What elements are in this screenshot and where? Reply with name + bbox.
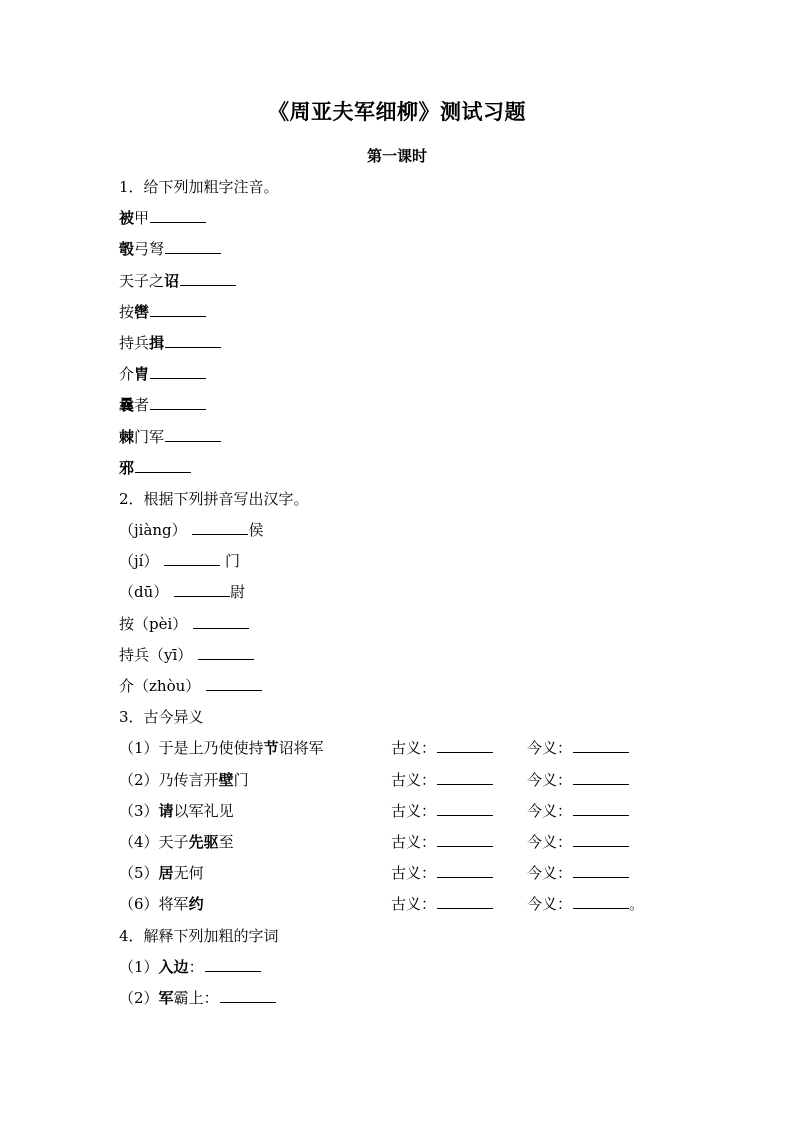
item-number: （2） [119,770,159,789]
bold-character: 彀 [119,240,135,259]
bold-character: 棘 [119,427,135,446]
item-number: （1） [119,957,159,976]
answer-blank[interactable] [198,658,254,660]
ancient-meaning [391,889,493,920]
modern-meaning [527,796,629,827]
ancient-meaning [391,827,493,858]
bold-word: 节 [263,739,279,758]
q4-heading: 4．解释下列加粗的字词 [119,926,279,945]
q2-item [119,671,719,702]
answer-blank[interactable] [150,408,206,410]
q1-item [119,422,719,453]
pinyin-text: 按（pèi） [119,614,188,633]
answer-blank[interactable] [165,440,221,442]
answer-blank[interactable] [165,252,221,254]
modern-meaning-label: 今义： [527,895,573,914]
answer-blank[interactable] [150,221,206,223]
bold-character: 辔 [134,302,150,321]
pinyin-text: （jiàng） [119,521,187,540]
item-text: 至 [218,832,234,851]
ancient-meaning [391,796,493,827]
item-number: （3） [119,801,159,820]
bold-character: 胄 [134,365,150,384]
q3-sentence [119,739,324,757]
answer-blank[interactable] [164,564,220,566]
item-text: 门 [233,770,249,789]
modern-meaning [527,858,629,889]
ancient-meaning-blank[interactable] [437,783,493,785]
q3-sentence [119,802,234,820]
bold-word: 居 [158,864,174,883]
ancient-meaning-label: 古义： [391,832,437,851]
item-text: 按 [119,302,135,321]
q3-sentence [119,895,204,913]
item-number: （4） [119,832,159,851]
q3-item [119,765,719,796]
modern-meaning-blank[interactable] [573,751,629,753]
answer-blank[interactable] [150,377,206,379]
item-text: 持兵 [119,333,150,352]
bold-word: 军 [158,988,174,1007]
item-text: 门军 [134,427,165,446]
ancient-meaning-label: 古义： [391,895,437,914]
item-text: 尉 [230,583,246,602]
ancient-meaning-blank[interactable] [437,814,493,816]
q1-item [119,203,719,234]
modern-meaning-blank[interactable] [573,907,629,909]
ancient-meaning [391,765,493,796]
ancient-meaning-blank[interactable] [437,876,493,878]
q3-item [119,796,719,827]
item-text: 霸上： [173,988,219,1007]
page-subtitle: 第一课时 [366,147,427,165]
item-text: ： [188,957,204,976]
modern-meaning-label: 今义： [527,770,573,789]
q2-item [119,640,719,671]
q4-item [119,983,719,1014]
answer-blank[interactable] [220,1001,276,1003]
modern-meaning [527,889,644,920]
item-text: 门 [220,552,241,571]
answer-blank[interactable] [180,284,236,286]
pinyin-text: 持兵（yī） [119,645,193,664]
modern-meaning [527,733,629,764]
answer-blank[interactable] [193,627,249,629]
answer-blank[interactable] [205,970,261,972]
bold-word: 先驱 [188,832,219,851]
bold-character: 揖 [149,333,165,352]
q1-item [119,453,719,484]
bold-word: 壁 [218,770,234,789]
modern-meaning [527,827,629,858]
item-number: （6） [119,895,159,914]
q2-item [119,577,719,608]
q3-heading: 3．古今异义 [119,708,204,727]
ancient-meaning-label: 古义： [391,864,437,883]
bold-character: 诏 [164,271,180,290]
spacer [187,615,192,633]
item-number: （5） [119,864,159,883]
item-text: 介 [119,365,135,384]
modern-meaning-blank[interactable] [573,876,629,878]
ancient-meaning-label: 古义： [391,739,437,758]
answer-blank[interactable] [165,346,221,348]
answer-blank[interactable] [174,595,230,597]
modern-meaning [527,765,629,796]
q3-item [119,889,719,920]
spacer [158,552,163,570]
end-punctuation: 。 [629,895,645,914]
q2-item [119,515,719,546]
ancient-meaning [391,733,493,764]
answer-blank[interactable] [192,533,248,535]
item-text: 者 [134,396,150,415]
bold-word: 请 [158,801,174,820]
answer-blank[interactable] [150,315,206,317]
q1-item [119,234,719,265]
ancient-meaning-label: 古义： [391,770,437,789]
modern-meaning-label: 今义： [527,832,573,851]
item-number: （2） [119,988,159,1007]
modern-meaning-label: 今义： [527,801,573,820]
spacer [187,521,192,539]
item-number: （1） [119,739,159,758]
item-text: 诏将军 [278,739,324,758]
ancient-meaning-blank[interactable] [437,845,493,847]
item-text: 以军礼见 [173,801,234,820]
q3-sentence [119,864,204,882]
q1-item [119,359,719,390]
modern-meaning-blank[interactable] [573,783,629,785]
spacer [200,677,205,695]
modern-meaning-label: 今义： [527,739,573,758]
q1-heading: 1．给下列加粗字注音。 [119,178,279,196]
pinyin-text: （dū） [119,583,169,602]
q1-item [119,390,719,421]
pinyin-text: （jí） [119,552,159,571]
q3-sentence [119,771,249,789]
item-text: 乃传言开 [158,770,219,789]
q2-item [119,609,719,640]
item-text: 无何 [173,864,204,883]
item-text: 于是上乃使使持 [158,739,264,758]
item-text: 弓弩 [134,240,165,259]
pinyin-text: 介（zhòu） [119,677,201,695]
question-list [119,172,719,1014]
spacer [168,583,173,601]
item-text: 甲 [134,209,150,228]
ancient-meaning [391,858,493,889]
q3-sentence [119,833,234,851]
item-text: 天子之 [119,271,165,290]
ancient-meaning-label: 古义： [391,801,437,820]
modern-meaning-blank[interactable] [573,845,629,847]
spacer [192,646,197,664]
modern-meaning-label: 今义： [527,864,573,883]
page-title: 《周亚夫军细柳》测试习题 [268,99,526,124]
q1-item [119,328,719,359]
item-text: 侯 [248,521,264,540]
item-text: 将军 [158,895,189,914]
q3-item [119,733,719,764]
answer-blank[interactable] [206,689,262,691]
q3-item [119,827,719,858]
q2-heading: 2．根据下列拼音写出汉字。 [119,489,309,508]
q3-item [119,858,719,889]
q1-item [119,297,719,328]
answer-blank[interactable] [135,471,191,473]
ancient-meaning-blank[interactable] [437,907,493,909]
q2-item [119,546,719,577]
q1-item [119,266,719,297]
q4-item [119,952,719,983]
bold-character: 被 [119,209,135,228]
bold-word: 约 [188,895,204,914]
bold-character: 邪 [119,458,135,477]
bold-word: 入边 [158,957,189,976]
modern-meaning-blank[interactable] [573,814,629,816]
item-text: 天子 [158,832,189,851]
bold-character: 曩 [119,396,135,415]
ancient-meaning-blank[interactable] [437,751,493,753]
